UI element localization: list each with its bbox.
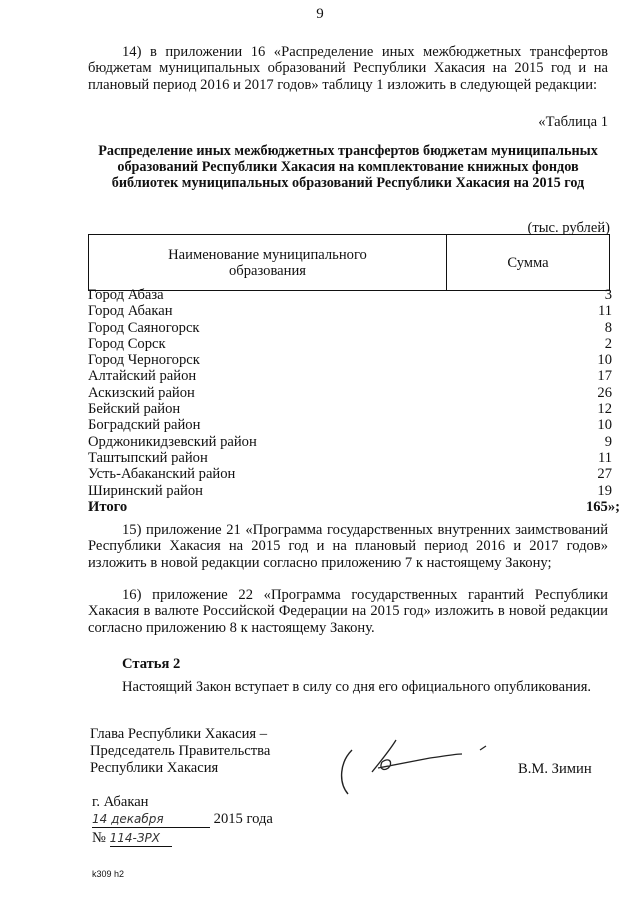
place-of-signing: г. Абакан xyxy=(92,794,149,810)
row-value: 3 xyxy=(604,287,612,303)
row-name: Ширинский район xyxy=(88,482,203,499)
table-row xyxy=(88,483,612,499)
row-value: 11 xyxy=(597,449,612,466)
table-row xyxy=(88,368,612,384)
handwritten-number: 114-ЗРХ xyxy=(110,830,172,847)
header-name-cell xyxy=(89,235,447,291)
row-name: Бейский район xyxy=(88,401,181,418)
item-14-paragraph: 14) в приложении 16 «Распределение иных межбюджетных трансфертов бюджетам муниципальных образований Республики Хакасия на 2015 год и на плановый период 2016 и 2017 годов» таблицу 1 изложить в следующей редакции: xyxy=(88,44,608,93)
table-row xyxy=(88,287,612,303)
row-value: 10 xyxy=(597,352,612,369)
row-value: 26 xyxy=(597,384,612,401)
header-sum-cell xyxy=(447,235,610,291)
row-value: 2 xyxy=(604,335,612,352)
table-title: Распределение иных межбюджетных трансфертов бюджетам муниципальных образований Республики Хакасия на комплектование книжных фондов библиотек муниципальных образований Республики Хакасия на 2015 год xyxy=(98,143,598,191)
table-row xyxy=(88,466,612,482)
table-label: «Таблица 1 xyxy=(538,114,608,130)
page-number: 9 xyxy=(316,6,324,22)
law-number xyxy=(92,830,172,847)
row-name: Орджоникидзевский район xyxy=(88,433,257,450)
row-value: 27 xyxy=(597,466,612,483)
header-sum: Сумма xyxy=(507,254,549,271)
signatory-title-line-2: Председатель Правительства xyxy=(90,743,271,759)
row-name: Город Сорск xyxy=(88,335,166,352)
row-name: Боградский район xyxy=(88,417,201,434)
row-value: 10 xyxy=(597,417,612,434)
signing-date xyxy=(92,811,273,828)
table-row xyxy=(88,352,612,368)
row-name: Аскизский район xyxy=(88,384,195,401)
item-15-paragraph: 15) приложение 21 «Программа государственных внутренних заимствований Республики Хакасия на 2015 год и на плановый период 2016 и 2017 годов» изложить в новой редакции согласно приложению 7 к настоящему Закону; xyxy=(88,522,608,571)
row-value: 9 xyxy=(604,433,612,450)
signer-name: В.М. Зимин xyxy=(518,761,592,777)
row-name: Таштыпский район xyxy=(88,449,208,466)
table-row xyxy=(88,336,612,352)
row-value: 17 xyxy=(597,368,612,385)
law-effective-text: Настоящий Закон вступает в силу со дня его официального опубликования. xyxy=(122,679,592,695)
row-value: 19 xyxy=(597,482,612,499)
table-total-row xyxy=(88,498,620,515)
row-name: Город Абаза xyxy=(88,287,164,303)
row-value: 12 xyxy=(597,401,612,418)
item-16-paragraph: 16) приложение 22 «Программа государственных гарантий Республики Хакасия в валюте Российской Федерации на 2015 год» изложить в новой редакции согласно приложению 8 к настоящему Закону. xyxy=(88,587,608,636)
units-label: (тыс. рублей) xyxy=(527,220,610,236)
row-name: Город Саяногорск xyxy=(88,319,200,336)
table-row xyxy=(88,320,612,336)
row-value: 8 xyxy=(604,319,612,336)
table-body xyxy=(88,287,620,515)
handwritten-date: 14 декабря xyxy=(92,811,210,828)
date-year: 2015 года xyxy=(213,811,273,827)
total-name: Итого xyxy=(88,498,128,515)
table-row xyxy=(88,385,612,401)
table-row xyxy=(88,450,612,466)
row-name: Город Черногорск xyxy=(88,352,200,369)
signatory-title-line-3: Республики Хакасия xyxy=(90,760,219,776)
row-name: Алтайский район xyxy=(88,368,197,385)
table-row xyxy=(88,434,612,450)
table-row xyxy=(88,417,612,433)
row-name: Усть-Абаканский район xyxy=(88,466,236,483)
row-value: 11 xyxy=(597,303,612,320)
table-row xyxy=(88,401,612,417)
header-name: Наименование муниципального образования xyxy=(168,246,367,279)
number-sign: № xyxy=(92,830,106,846)
table-header xyxy=(88,234,610,291)
signature-block xyxy=(90,726,270,777)
document-code: k309 h2 xyxy=(92,869,125,879)
table-row xyxy=(88,303,612,319)
article-heading: Статья 2 xyxy=(122,656,181,672)
total-value: 165»; xyxy=(585,498,620,515)
signatory-title-line-1: Глава Республики Хакасия – xyxy=(90,726,268,742)
row-name: Город Абакан xyxy=(88,303,173,320)
handwritten-signature xyxy=(330,732,500,802)
